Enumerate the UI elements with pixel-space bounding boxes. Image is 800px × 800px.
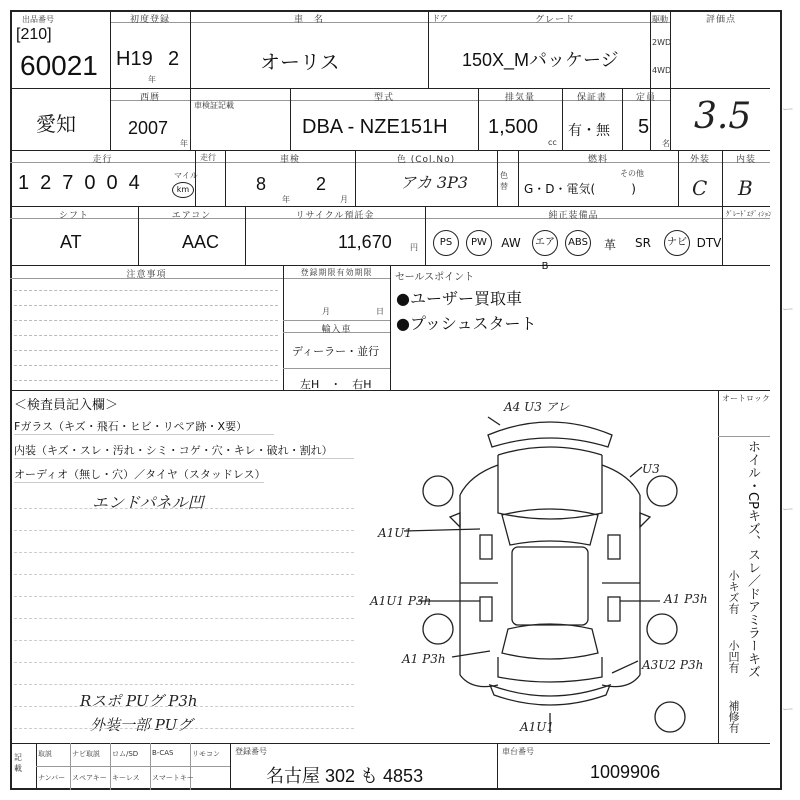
handwritten-note-1: エンドパネル凹 (92, 493, 204, 512)
ledger2-label-1: ナンバー (38, 774, 66, 782)
exterior-grade: C (692, 176, 708, 200)
shift: AT (60, 232, 82, 252)
color: アカ 3P3 (400, 173, 469, 192)
cc-label: 排気量 (504, 93, 535, 103)
shaken-month-unit: 月 (340, 195, 348, 204)
chassis-number: 1009906 (590, 762, 661, 782)
mileage-unit: km (172, 182, 194, 198)
grade: 150X_Mパッケージ (462, 50, 619, 70)
extra-label: ｸﾞﾚｰﾄﾞｴﾃﾞｨｼｮﾝ (726, 210, 772, 218)
plate-label: 登録番号 (235, 747, 267, 756)
warranty-value: 有・無 (568, 123, 610, 139)
lot-number: 60021 (20, 50, 98, 81)
type-label: 型式 (373, 93, 394, 103)
model-code: DBA - NZE151H (302, 116, 448, 138)
color-change: 色替 (500, 171, 508, 191)
month-label: 月 (322, 307, 330, 316)
handle-option: 左H ・ 右H (300, 378, 372, 391)
score: 3.5 (694, 96, 752, 137)
score-label: 評価点 (705, 15, 736, 25)
audio-line: オーディオ（無し・穴）／タイヤ（スタッドレス） (14, 468, 266, 481)
shift-label: シフト (58, 211, 89, 221)
interior-label: 内装 (735, 155, 756, 165)
cc: 1,500 (488, 116, 539, 138)
caution-label: 注意事項 (126, 270, 167, 280)
ledger2-label-4: スマートキー (152, 774, 194, 782)
reg-limit-label: 登録期限有効期限 (300, 268, 373, 277)
mark-left-mid: A1U1 P3h (370, 594, 432, 608)
ac-label: エアコン (171, 211, 212, 221)
car-name: オーリス (260, 52, 340, 74)
fuel-other: その他 (620, 169, 644, 178)
mark-left-rear: A1 P3h (402, 652, 446, 666)
dealer-option: ディーラー・並行 (292, 345, 380, 358)
year: 2007 (128, 118, 169, 138)
day-label: 日 (376, 307, 384, 316)
shaken-label: 車検 (279, 155, 300, 165)
fuel: G・D・電気( ) (524, 182, 636, 196)
shaken-month: 2 (316, 174, 327, 194)
ledger-label-3: ロム/SD (112, 750, 139, 758)
prefecture: 愛知 (36, 114, 76, 136)
equipment-4: エアB (532, 230, 558, 256)
mark-right-rear: A3U2 P3h (642, 658, 704, 672)
first-reg-month: 2 (168, 48, 180, 70)
inspector-title: ＜検査員記入欄＞ (14, 398, 119, 413)
ledger-label-1: 取説 (38, 750, 52, 758)
note-label: 車検証記載 (194, 101, 234, 110)
mark-left-front: A1U1 (378, 526, 413, 540)
recycle-fee-label: リサイクル預託金 (295, 211, 375, 221)
mark-right-mid: A1 P3h (664, 592, 708, 606)
drive-4wd: 4WD (652, 66, 672, 75)
equipment-2: PW (466, 230, 492, 256)
mileage-unit-alt: マイル (174, 171, 198, 180)
import-label: 輸入車 (321, 325, 352, 335)
side-note-circled-1: 小キズ有 (727, 570, 740, 614)
ledger-label-5: リモコン (192, 750, 220, 758)
interior-line: 内装（キズ・スレ・汚れ・シミ・コゲ・穴・キレ・破れ・割れ） (14, 444, 333, 457)
side-note-circled-2: 小凹有 (727, 640, 740, 673)
side-note-circled-3: 補修有 (727, 700, 740, 733)
warranty-label: 保証書 (576, 93, 607, 103)
ac: AAC (182, 232, 220, 252)
first-reg-era: H19 (116, 48, 153, 70)
sales-point-2: ●プッシュスタート (396, 314, 537, 333)
color-label: 色 (Col.No) (396, 155, 456, 165)
recycle-fee: 11,670 (338, 232, 392, 252)
sales-label: セールスポイント (395, 272, 475, 283)
mark-bottom: A1U1 (520, 720, 555, 734)
ledger2-label-2: スペアキー (72, 774, 107, 782)
handwritten-note-3: 外装一部 PUグ (90, 716, 193, 734)
capacity: 5 (638, 116, 650, 138)
mileage: 127004 (18, 172, 151, 194)
equipment-7: SR (635, 236, 651, 250)
equipment-8: ナビ (664, 230, 690, 256)
plate-number: 名古屋 302 も 4853 (266, 766, 424, 786)
equipment-3: AW (501, 236, 521, 250)
row-label: 記載 (14, 753, 22, 773)
cc-unit: cc (548, 138, 557, 147)
ledger-label-4: B-CAS (152, 749, 174, 757)
side-note: ホイル・CPキズ、スレ／ドアミラーキズ (745, 440, 760, 678)
ledger2-label-3: キーレス (112, 774, 140, 782)
unit-label: 走行 (200, 153, 216, 162)
mileage-label: 走行 (92, 155, 113, 165)
fuel-label: 燃料 (587, 155, 608, 165)
capacity-unit: 名 (662, 139, 670, 148)
first-reg-unit: 年 (148, 75, 156, 84)
mark-front-right: U3 (642, 462, 660, 476)
car-name-label: 車 名 (293, 15, 324, 25)
equipment-1: PS (433, 230, 459, 256)
car-damage-diagram (370, 395, 720, 740)
equipment-6: 革 (603, 238, 616, 252)
interior-grade: B (738, 176, 753, 200)
handwritten-note-2: Rスポ PUグ P3h (80, 692, 198, 710)
venue-code: [210] (16, 26, 52, 43)
shaken-year-unit: 年 (282, 195, 290, 204)
equipment-5: ABS (565, 230, 591, 256)
venue-label: 出品番号 (22, 15, 54, 24)
year-unit: 年 (180, 139, 188, 148)
equipment-9: DTV (696, 236, 722, 250)
equipment-label: 純正装備品 (548, 211, 599, 221)
chassis-label: 車台番号 (502, 747, 534, 756)
ledger-label-2: ナビ取説 (72, 750, 100, 758)
door-label: ドア (432, 14, 448, 23)
grade-label: グレード (534, 15, 575, 25)
yen-unit: 円 (410, 243, 418, 252)
year-label: 西暦 (139, 93, 160, 103)
drive-label: 駆動 (652, 15, 668, 24)
glass-line: Fガラス（キズ・飛石・ヒビ・リペア跡・X要） (14, 420, 248, 433)
mark-top: A4 U3 アレ (504, 400, 570, 414)
first-reg-label: 初度登録 (129, 15, 170, 25)
sales-point-1: ●ユーザー買取車 (396, 289, 522, 308)
shaken-year: 8 (256, 174, 267, 194)
capacity-label: 定員 (635, 93, 656, 103)
exterior-label: 外装 (689, 155, 710, 165)
drive-2wd: 2WD (652, 38, 672, 47)
autolock-label: オートロック (722, 394, 770, 403)
